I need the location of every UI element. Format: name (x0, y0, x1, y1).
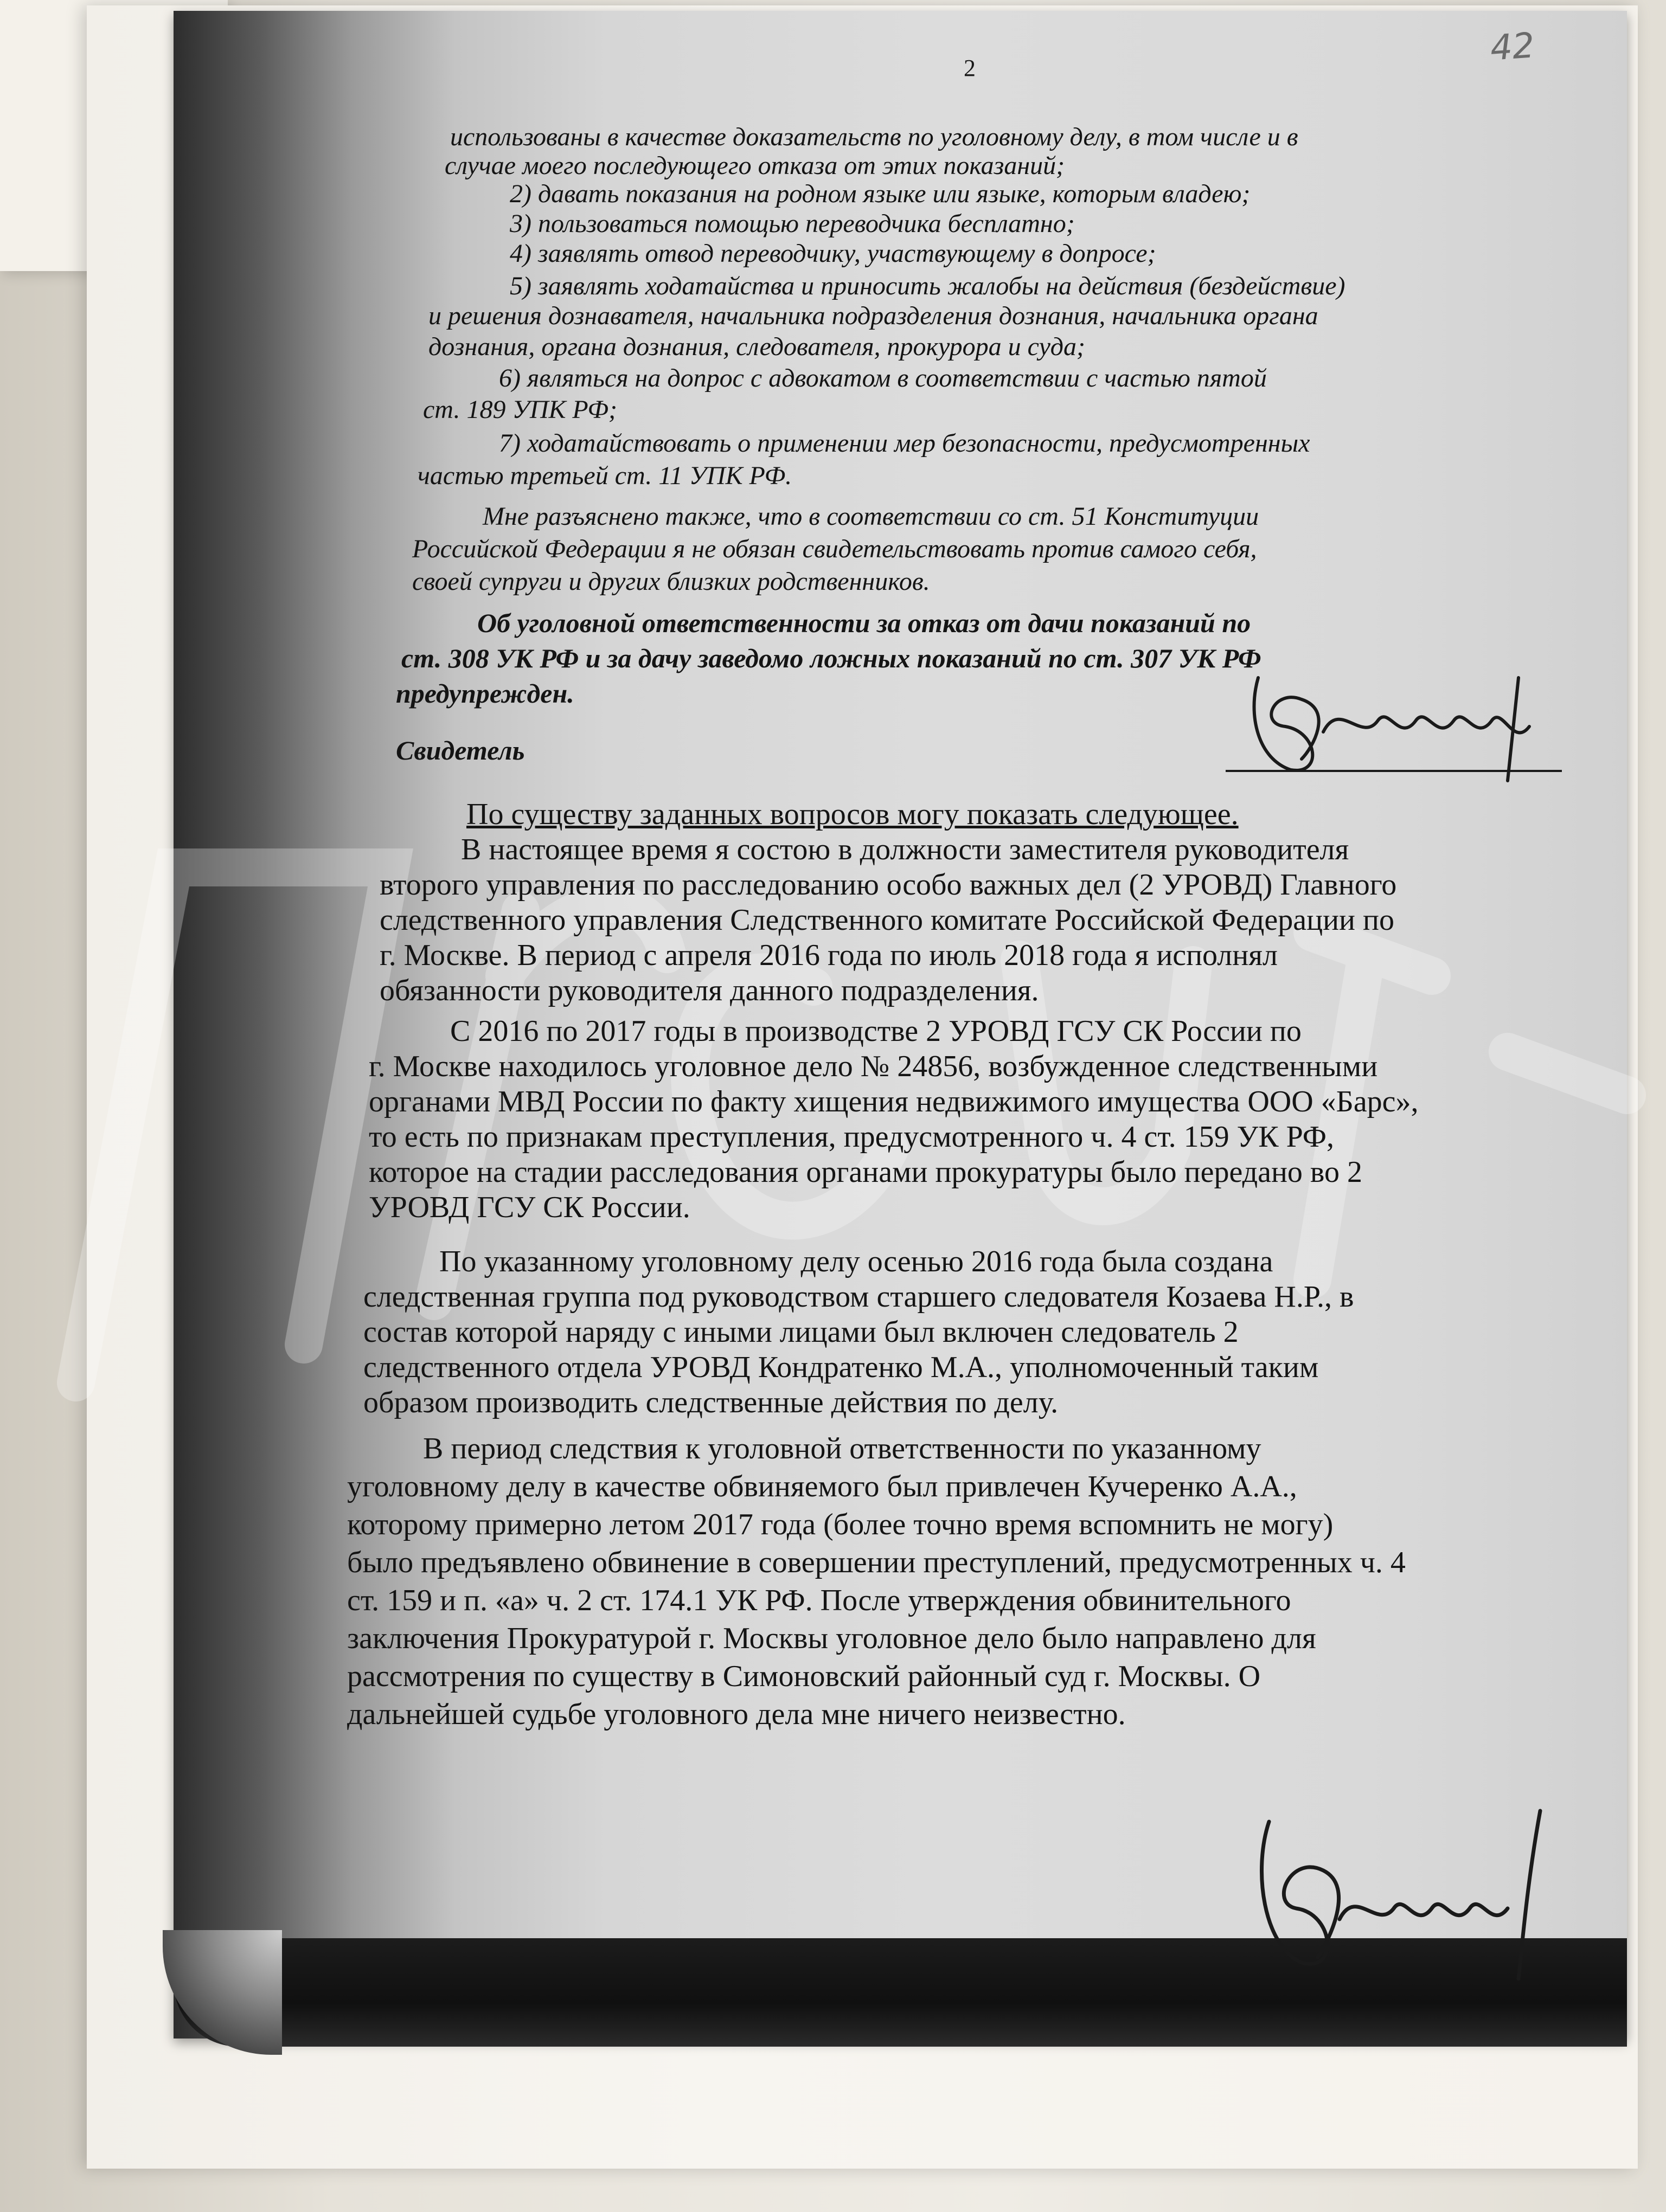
text-line: По указанному уголовному делу осенью 2016 года была создана (439, 1245, 1273, 1278)
text-line: то есть по признакам преступления, предусмотренного ч. 4 ст. 159 УК РФ, (369, 1120, 1334, 1154)
page-number: 2 (964, 55, 976, 81)
warning-line: предупрежден. (396, 678, 574, 709)
text-line: Российской Федерации я не обязан свидетельствовать против самого себя, (412, 535, 1257, 563)
text-line: 4) заявлять отвод переводчику, участвующему в допросе; (510, 239, 1156, 268)
witness-signature (1236, 1805, 1562, 1984)
text-line: следственного управления Следственного комитате Российской Федерации по (380, 903, 1394, 937)
section-heading: По существу заданных вопросов могу показать следующее. (466, 798, 1239, 831)
text-line: рассмотрения по существу в Симоновский районный суд г. Москвы. О (347, 1660, 1261, 1693)
text-line: следственная группа под руководством старшего следователя Козаева Н.Р., в (363, 1280, 1354, 1314)
text-line: заключения Прокуратурой г. Москвы уголовное дело было направлено для (347, 1622, 1316, 1655)
warning-line: ст. 308 УК РФ и за дачу заведомо ложных показаний по ст. 307 УК РФ (401, 643, 1261, 673)
text-line: второго управления по расследованию особо важных дел (2 УРОВД) Главного (380, 868, 1397, 902)
text-line: С 2016 по 2017 годы в производстве 2 УРОВД ГСУ СК России по (450, 1014, 1302, 1048)
text-line: случае моего последующего отказа от этих показаний; (445, 151, 1065, 180)
text-line: органами МВД России по факту хищения недвижимого имущества ООО «Барс», (369, 1085, 1419, 1118)
text-line: УРОВД ГСУ СК России. (369, 1191, 690, 1224)
text-line: В настоящее время я состою в должности заместителя руководителя (461, 833, 1349, 866)
text-line: своей супруги и других близких родственников. (412, 567, 930, 596)
warning-line: Об уголовной ответственности за отказ от дачи показаний по (477, 608, 1251, 638)
text-line: частью третьей ст. 11 УПК РФ. (418, 461, 792, 490)
text-line: которому примерно летом 2017 года (более точно время вспомнить не могу) (347, 1508, 1334, 1541)
text-line: 5) заявлять ходатайства и приносить жалобы на действия (бездействие) (510, 272, 1345, 300)
text-line: дальнейшей судьбе уголовного дела мне ничего неизвестно. (347, 1697, 1126, 1731)
handwritten-page-note: 42 (1489, 25, 1536, 69)
text-line: г. Москве находилось уголовное дело № 24856, возбужденное следственными (369, 1050, 1378, 1083)
witness-label: Свидетель (396, 735, 525, 766)
text-line: состав которой наряду с иными лицами был включен следователь 2 (363, 1315, 1239, 1349)
text-line: и решения дознавателя, начальника подразделения дознания, начальника органа (428, 301, 1318, 330)
text-line: ст. 159 и п. «а» ч. 2 ст. 174.1 УК РФ. После утверждения обвинительного (347, 1584, 1291, 1617)
signature-line (1226, 770, 1562, 772)
text-line: обязанности руководителя данного подразделения. (380, 974, 1039, 1007)
text-line: использованы в качестве доказательств по уголовному делу, в том числе и в (450, 123, 1298, 151)
text-line: г. Москве. В период с апреля 2016 года по июль 2018 года я исполнял (380, 938, 1278, 972)
text-line: 2) давать показания на родном языке или языке, которым владею; (510, 179, 1251, 208)
text-line: образом производить следственные действия по делу. (363, 1386, 1059, 1419)
text-line: уголовному делу в качестве обвиняемого был привлечен Кучеренко А.А., (347, 1470, 1297, 1503)
text-line: следственного отдела УРОВД Кондратенко М.А., уполномоченный таким (363, 1351, 1319, 1384)
text-line: дознания, органа дознания, следователя, прокурора и суда; (428, 332, 1086, 361)
text-line: которое на стадии расследования органами прокуратуры было передано во 2 (369, 1155, 1362, 1189)
text-line: 7) ходатайствовать о применении мер безопасности, предусмотренных (499, 429, 1310, 458)
text-line: было предъявлено обвинение в совершении преступлений, предусмотренных ч. 4 (347, 1546, 1406, 1579)
witness-signature (1226, 667, 1562, 792)
text-line: 6) являться на допрос с адвокатом в соответствии с частью пятой (499, 364, 1267, 393)
text-line: Мне разъяснено также, что в соответствии со ст. 51 Конституции (483, 502, 1259, 531)
text-line: В период следствия к уголовной ответственности по указанному (423, 1432, 1261, 1465)
text-line: 3) пользоваться помощью переводчика бесплатно; (510, 209, 1075, 238)
text-line: ст. 189 УПК РФ; (423, 395, 618, 424)
